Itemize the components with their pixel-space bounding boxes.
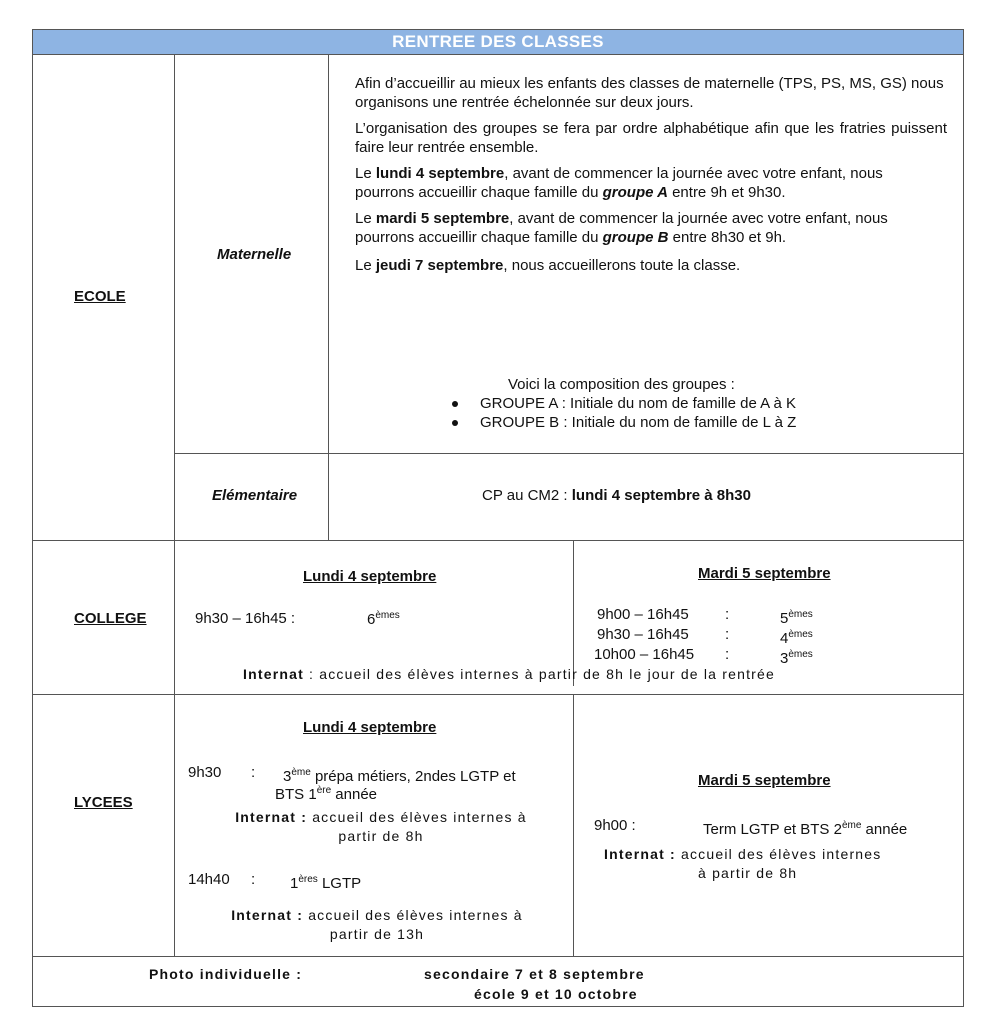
college-mardi-heading: Mardi 5 septembre (698, 565, 831, 582)
college-mardi-level: 5èmes (780, 609, 813, 627)
lycees-lundi-internat-2: Internat : accueil des élèves internes à partir de 13h (231, 907, 523, 942)
separator: : (251, 871, 256, 888)
college-mardi-row: 9h30 – 16h45 (597, 626, 689, 643)
divider (32, 540, 964, 541)
page-title: RENTREE DES CLASSES (392, 32, 604, 51)
elementaire-info: CP au CM2 : lundi 4 septembre à 8h30 (482, 487, 751, 504)
lycees-mardi-classes: Term LGTP et BTS 2ème année (703, 820, 908, 838)
lycees-lundi-heading: Lundi 4 septembre (303, 719, 437, 736)
list-item: GROUPE B : Initiale du nom de famille de L à Z (452, 413, 796, 432)
maternelle-jeudi: Le jeudi 7 septembre, nous accueillerons toute la classe. (355, 257, 741, 274)
separator: : (725, 646, 730, 663)
groups-intro: Voici la composition des groupes : (508, 376, 735, 393)
maternelle-mardi: Le mardi 5 septembre, avant de commencer la journée avec votre enfant, nous pourrons accueillir chaque famille du groupe B entre 8h30 et 9h. (355, 210, 888, 246)
lycees-mardi-internat: Internat : accueil des élèves internes à partir de 8h (604, 846, 882, 881)
lycees-mardi-time: 9h00 : (594, 817, 636, 834)
college-internat: Internat : accueil des élèves internes à partir de 8h le jour de la rentrée (243, 666, 776, 682)
lycees-lundi-bts: BTS 1ère année (275, 785, 378, 803)
lycees-lundi-time: 14h40 (188, 871, 230, 888)
photo-label: Photo individuelle : (149, 966, 303, 982)
section-college: COLLEGE (74, 610, 147, 627)
college-lundi-time: 9h30 – 16h45 : (195, 610, 296, 627)
college-mardi-level: 4èmes (780, 629, 813, 647)
college-lundi-heading: Lundi 4 septembre (303, 568, 437, 585)
lycees-lundi-internat-1: Internat : accueil des élèves internes à partir de 8h (235, 809, 527, 844)
section-ecole: ECOLE (74, 288, 126, 305)
lycees-lundi-time: 9h30 (188, 764, 222, 781)
photo-ecole: école 9 et 10 octobre (474, 986, 638, 1002)
bullet-icon (452, 401, 458, 407)
college-mardi-row: 10h00 – 16h45 (594, 646, 695, 663)
lycees-lundi-classes: 3ème prépa métiers, 2ndes LGTP et (283, 767, 516, 785)
college-mardi-row: 9h00 – 16h45 (597, 606, 689, 623)
divider (174, 55, 175, 956)
photo-secondaire: secondaire 7 et 8 septembre (424, 966, 645, 982)
divider (32, 694, 964, 695)
divider (573, 694, 574, 956)
maternelle-organisation: L’organisation des groupes se fera par ordre alphabétique afin que les fratries puissent faire leur rentrée ensemble. (355, 120, 947, 156)
college-mardi-level: 3èmes (780, 649, 813, 667)
maternelle-lundi: Le lundi 4 septembre, avant de commencer la journée avec votre enfant, nous pourrons accueillir chaque famille du groupe A entre 9h et 9h30. (355, 165, 883, 201)
separator: : (725, 606, 730, 623)
maternelle-intro: Afin d’accueillir au mieux les enfants des classes de maternelle (TPS, PS, MS, GS) nous organisons une rentrée échelonnée sur deux jours. (355, 75, 944, 111)
maternelle-content (355, 74, 947, 275)
separator: : (251, 764, 256, 781)
lycees-lundi-premieres: 1ères LGTP (290, 874, 362, 892)
divider (32, 956, 964, 957)
elementaire-label: Elémentaire (212, 487, 298, 504)
college-lundi-level: 6èmes (367, 610, 400, 628)
lycees-mardi-heading: Mardi 5 septembre (698, 772, 831, 789)
divider (573, 540, 574, 686)
divider (328, 55, 329, 540)
separator: : (725, 626, 730, 643)
bullet-icon (452, 420, 458, 426)
list-item: GROUPE A : Initiale du nom de famille de A à K (452, 394, 796, 413)
maternelle-label: Maternelle (217, 246, 292, 263)
section-lycees: LYCEES (74, 794, 133, 811)
divider (174, 453, 964, 454)
